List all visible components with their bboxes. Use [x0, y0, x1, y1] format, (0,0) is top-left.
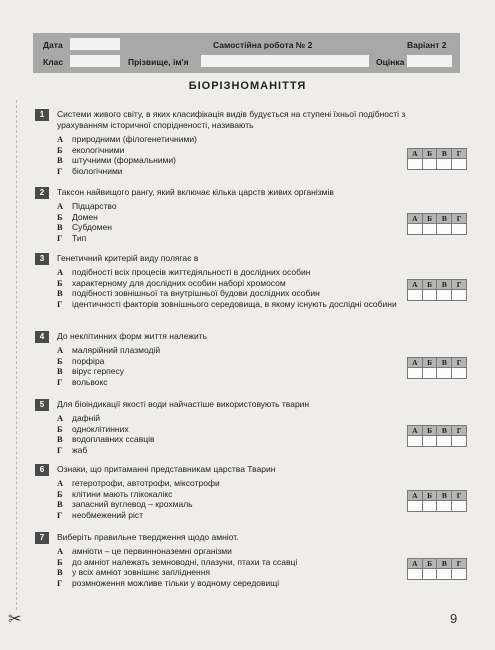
scissors-icon: ✂	[8, 611, 22, 628]
answer-grid-letter: Г	[452, 149, 467, 159]
answer-grid-letter: А	[408, 559, 423, 569]
option-letter: Б	[57, 488, 63, 499]
option-letter: А	[57, 134, 64, 144]
option-item	[57, 201, 417, 212]
worksheet-title: Самостійна робота № 2	[213, 40, 313, 50]
options-list	[57, 134, 417, 176]
option-item	[57, 478, 417, 489]
question-number: 4	[35, 331, 49, 343]
option-text: розмноження можливе тільки у водному середовищі	[72, 577, 280, 588]
answer-cell[interactable]	[452, 569, 467, 580]
question-text: Генетичний критерій виду полягає в	[57, 253, 199, 263]
surname-field[interactable]	[201, 55, 369, 67]
answer-grid-letter: А	[408, 358, 423, 368]
option-letter: В	[57, 366, 63, 376]
option-item	[57, 567, 417, 578]
section-title: БІОРІЗНОМАНІТТЯ	[188, 80, 307, 92]
option-text: Домен	[72, 211, 98, 222]
question-text: Для біоіндикації якості води найчастіше використовують тварин	[57, 399, 310, 409]
option-text: клітини мають глікокалікс	[72, 488, 173, 499]
option-text: дафній	[72, 413, 101, 423]
answer-cell[interactable]	[437, 159, 452, 170]
answer-cell[interactable]	[452, 159, 467, 170]
grade-field[interactable]	[407, 55, 452, 67]
option-text: малярійний плазмодій	[72, 345, 161, 355]
option-text: гетеротрофи, автотрофи, міксотрофи	[72, 478, 220, 488]
option-item	[57, 578, 417, 589]
option-text: амніоти – це первинноназемні організми	[72, 546, 232, 556]
option-item	[57, 424, 417, 435]
option-item	[57, 166, 417, 177]
variant-label: Варіант 2	[407, 40, 447, 50]
option-item	[57, 546, 417, 557]
cut-line	[16, 100, 17, 610]
option-text: Субдомен	[72, 222, 112, 232]
option-text: порфіра	[72, 355, 105, 366]
option-text: характерному для дослідних особин наборі хромосом	[72, 277, 286, 288]
option-text: Тип	[72, 232, 87, 243]
answer-grid-letter: Б	[422, 149, 437, 159]
answer-cell[interactable]	[437, 368, 452, 379]
option-letter: В	[57, 434, 63, 444]
option-item	[57, 434, 417, 445]
question-text: До неклітинних форм життя належить	[57, 331, 208, 341]
option-item	[57, 445, 417, 456]
question-number: 6	[35, 464, 49, 476]
answer-cell[interactable]	[437, 436, 452, 447]
options-list	[57, 201, 417, 243]
option-item	[57, 288, 417, 299]
question-number: 5	[35, 399, 49, 411]
date-label: Дата	[43, 40, 63, 50]
option-text: жаб	[72, 444, 88, 455]
option-text: вольвокс	[72, 376, 108, 387]
answer-grid-letter: А	[408, 280, 423, 290]
date-field[interactable]	[70, 38, 120, 50]
answer-cell[interactable]	[437, 290, 452, 301]
options-list	[57, 478, 417, 520]
answer-cell[interactable]	[452, 436, 467, 447]
answer-cell[interactable]	[408, 224, 423, 235]
class-field[interactable]	[70, 55, 120, 67]
option-item	[57, 489, 417, 500]
answer-grid-letter: Г	[452, 491, 467, 501]
answer-grid-letter: В	[437, 491, 452, 501]
answer-grid-letter: В	[437, 280, 452, 290]
answer-grid	[407, 148, 467, 170]
option-item	[57, 222, 417, 233]
option-text: запасний вуглевод – крохмаль	[72, 499, 193, 509]
answer-grid-letter: А	[408, 214, 423, 224]
answer-cell[interactable]	[408, 569, 423, 580]
option-text: штучними (формальними)	[72, 155, 176, 165]
option-text: необмежений ріст	[72, 509, 144, 520]
answer-grid	[407, 425, 467, 447]
page-number: 9	[450, 611, 458, 626]
question-number: 7	[35, 532, 49, 544]
answer-grid-letter: В	[437, 214, 452, 224]
option-item	[57, 413, 417, 424]
option-letter: А	[57, 546, 64, 556]
answer-cell[interactable]	[408, 501, 423, 512]
answer-cell[interactable]	[408, 436, 423, 447]
answer-grid-letter: В	[437, 149, 452, 159]
answer-cell[interactable]	[437, 501, 452, 512]
answer-grid-letter: Г	[452, 358, 467, 368]
answer-cell[interactable]	[422, 436, 437, 447]
option-letter: Б	[57, 277, 63, 288]
answer-grid-letter: Б	[422, 280, 437, 290]
answer-cell[interactable]	[452, 501, 467, 512]
option-item	[57, 557, 417, 568]
option-item	[57, 134, 417, 145]
answer-cell[interactable]	[422, 368, 437, 379]
answer-cell[interactable]	[408, 159, 423, 170]
answer-grid-letter: Б	[422, 358, 437, 368]
option-letter: В	[57, 567, 63, 577]
option-letter: В	[57, 288, 63, 298]
option-letter: А	[57, 267, 64, 277]
option-text: Підцарство	[72, 201, 117, 211]
option-text: природними (філогенетичними)	[72, 134, 197, 144]
option-text: біологічними	[72, 165, 123, 176]
answer-grid	[407, 213, 467, 235]
option-letter: Б	[57, 556, 63, 567]
options-list	[57, 413, 417, 455]
options-list	[57, 546, 417, 588]
answer-cell[interactable]	[452, 224, 467, 235]
option-item	[57, 366, 417, 377]
question-number: 3	[35, 253, 49, 265]
answer-grid-letter: А	[408, 491, 423, 501]
option-text: ідентичності факторів зовнішнього середовища, в якому існують дослідні особини	[72, 298, 397, 309]
answer-grid-letter: А	[408, 149, 423, 159]
answer-cell[interactable]	[422, 224, 437, 235]
option-item	[57, 299, 417, 310]
option-item	[57, 233, 417, 244]
option-letter: Б	[57, 144, 63, 155]
answer-grid-letter: А	[408, 426, 423, 436]
answer-grid-letter: Г	[452, 214, 467, 224]
options-list	[57, 345, 417, 387]
question-text: Ознаки, що притаманні представникам царства Тварин	[57, 464, 276, 474]
answer-cell[interactable]	[408, 368, 423, 379]
option-text: у всіх амніот зовнішнє запліднення	[72, 567, 211, 577]
answer-grid	[407, 558, 467, 580]
option-letter: А	[57, 413, 64, 423]
answer-cell[interactable]	[437, 224, 452, 235]
option-letter: Г	[57, 444, 63, 455]
option-text: екологічними	[72, 144, 125, 155]
option-letter: Б	[57, 211, 63, 222]
option-letter: Г	[57, 165, 63, 176]
answer-cell[interactable]	[422, 501, 437, 512]
question-number: 2	[35, 187, 49, 199]
answer-grid-letter: Б	[422, 214, 437, 224]
options-list	[57, 267, 417, 309]
answer-grid-letter: Б	[422, 559, 437, 569]
option-item	[57, 345, 417, 356]
option-letter: Г	[57, 509, 63, 520]
question-number: 1	[35, 109, 49, 121]
answer-grid-letter: Г	[452, 559, 467, 569]
answer-grid-letter: В	[437, 358, 452, 368]
option-letter: Г	[57, 376, 63, 387]
option-item	[57, 212, 417, 223]
option-text: вірус герпесу	[72, 366, 125, 376]
answer-grid-letter: Б	[422, 426, 437, 436]
answer-grid	[407, 357, 467, 379]
answer-cell[interactable]	[408, 290, 423, 301]
option-text: одноклітинних	[72, 423, 129, 434]
option-letter: Г	[57, 298, 63, 309]
option-item	[57, 145, 417, 156]
option-letter: Г	[57, 232, 63, 243]
option-item	[57, 510, 417, 521]
option-letter: Б	[57, 423, 63, 434]
option-letter: А	[57, 478, 64, 488]
option-letter: А	[57, 201, 64, 211]
option-letter: Г	[57, 577, 63, 588]
class-label: Клас	[43, 57, 64, 67]
option-item	[57, 499, 417, 510]
answer-cell[interactable]	[422, 290, 437, 301]
question-text: Системи живого світу, в яких класифікація видів будується на ступені їхньої подібності з урахуванням історичної спорідненості, називають	[57, 109, 406, 130]
option-letter: Б	[57, 355, 63, 366]
option-letter: А	[57, 345, 64, 355]
option-text: подібності зовнішньої та внутрішньої будови дослідних особин	[72, 288, 320, 298]
answer-cell[interactable]	[437, 569, 452, 580]
question-text: Виберіть правильне твердження щодо амніот.	[57, 532, 239, 542]
option-item	[57, 155, 417, 166]
answer-cell[interactable]	[422, 159, 437, 170]
surname-label: Прізвище, ім'я	[128, 57, 189, 67]
answer-grid-letter: Б	[422, 491, 437, 501]
answer-cell[interactable]	[452, 368, 467, 379]
option-item	[57, 267, 417, 278]
option-text: подібності всіх процесів життєдіяльності в дослідних особин	[72, 267, 311, 277]
answer-grid-letter: Г	[452, 426, 467, 436]
option-letter: В	[57, 499, 63, 509]
answer-cell[interactable]	[452, 290, 467, 301]
question-text: Таксон найвищого рангу, який включає кілька царств живих організмів	[57, 187, 334, 197]
answer-grid	[407, 279, 467, 301]
option-item	[57, 377, 417, 388]
option-item	[57, 356, 417, 367]
option-letter: В	[57, 155, 63, 165]
answer-grid-letter: Г	[452, 280, 467, 290]
answer-grid-letter: В	[437, 426, 452, 436]
option-text: до амніот належать земноводні, плазуни, птахи та ссавці	[72, 556, 298, 567]
answer-grid	[407, 490, 467, 512]
header-bar	[33, 33, 460, 73]
grade-label: Оцінка	[376, 57, 405, 67]
answer-cell[interactable]	[422, 569, 437, 580]
option-letter: В	[57, 222, 63, 232]
answer-grid-letter: В	[437, 559, 452, 569]
option-item	[57, 278, 417, 289]
option-text: водоплавних ссавців	[72, 434, 155, 444]
